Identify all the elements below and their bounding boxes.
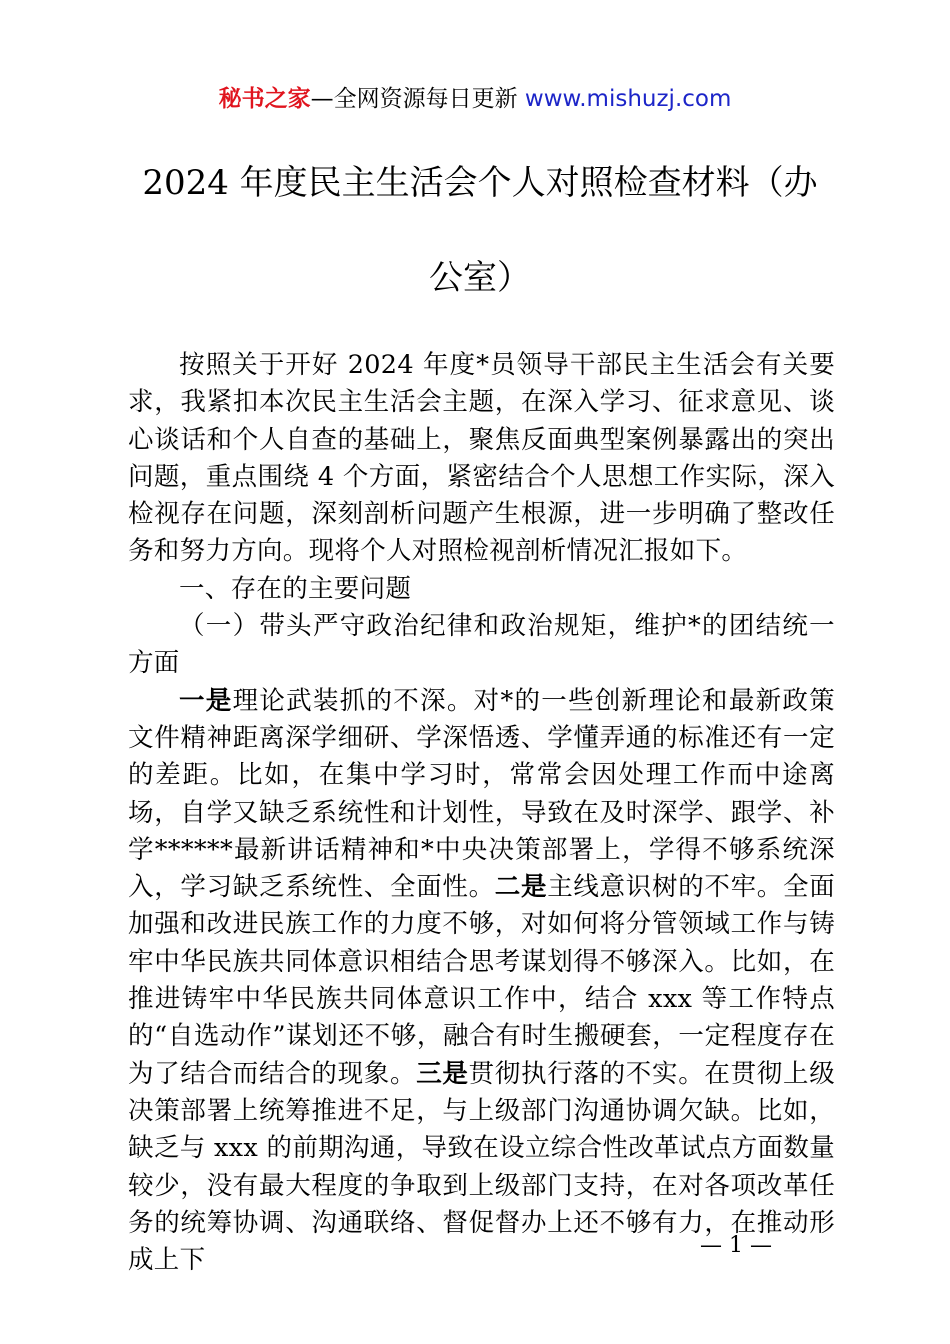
page-number: — 1 —: [700, 1233, 772, 1258]
point-3-label: 三是: [416, 1058, 469, 1089]
point-1-label: 一是: [179, 685, 233, 716]
intro-paragraph: 按照关于开好 2024 年度*员领导干部民主生活会有关要求，我紧扣本次民主生活会主题，在深入学习、征求意见、谈心谈话和个人自查的基础上，聚焦反面典型案例暴露出的突出问题，重点围绕 4 个方面，紧密结合个人思想工作实际，深入检视存在问题，深刻剖析问题产生根源，进一步明确了整改任务和努力方向。现将个人对照检视剖析情况汇报如下。: [128, 350, 835, 567]
title-line-2: 公室）: [429, 258, 531, 298]
site-url-link[interactable]: www.mishuzj.com: [524, 86, 732, 112]
subsection-heading: （一）带头严守政治纪律和政治规矩，维护*的团结统一方面: [128, 611, 835, 679]
section-heading: 一、存在的主要问题: [179, 573, 412, 604]
point-1-text: 理论武装抓的不深。对*的一些创新理论和最新政策文件精神距离深学细研、学深悟透、学懂弄通的标准还有一定的差距。比如，在集中学习时，常常会因处理工作而中途离场，自学又缺乏系统性和计划性，导致在及时深学、跟学、补学******最新讲话精神和*中央决策部署上，学得不够系统深入，学习缺乏系统性、全面性。: [128, 685, 835, 903]
point-2-label: 二是: [494, 872, 548, 903]
site-tagline: —全网资源每日更新: [310, 86, 518, 112]
document-body: [128, 347, 835, 1279]
title-line-1: 2024 年度民主生活会个人对照检查材料（办: [142, 163, 818, 203]
issues-paragraph: [128, 683, 835, 1280]
site-header: [0, 80, 950, 113]
document-title: [128, 160, 832, 301]
point-3-text: 贯彻执行落的不实。在贯彻上级决策部署上统筹推进不足，与上级部门沟通协调欠缺。比如，缺乏与 xxx 的前期沟通，导致在设立综合性改革试点方面数量较少，没有最大程度的争取到上级部门支持，在对各项改革任务的统筹协调、沟通联络、督促督办上还不够有力，在推动形成上下: [128, 1058, 835, 1276]
site-brand: 秘书之家: [218, 86, 311, 112]
point-2-text: 主线意识树的不牢。全面加强和改进民族工作的力度不够，对如何将分管领域工作与铸牢中华民族共同体意识相结合思考谋划得不够深入。比如，在推进铸牢中华民族共同体意识工作中，结合 xxx 等工作特点的“自选动作”谋划还不够，融合有时生搬硬套，一定程度存在为了结合而结合的现象。: [128, 872, 835, 1089]
